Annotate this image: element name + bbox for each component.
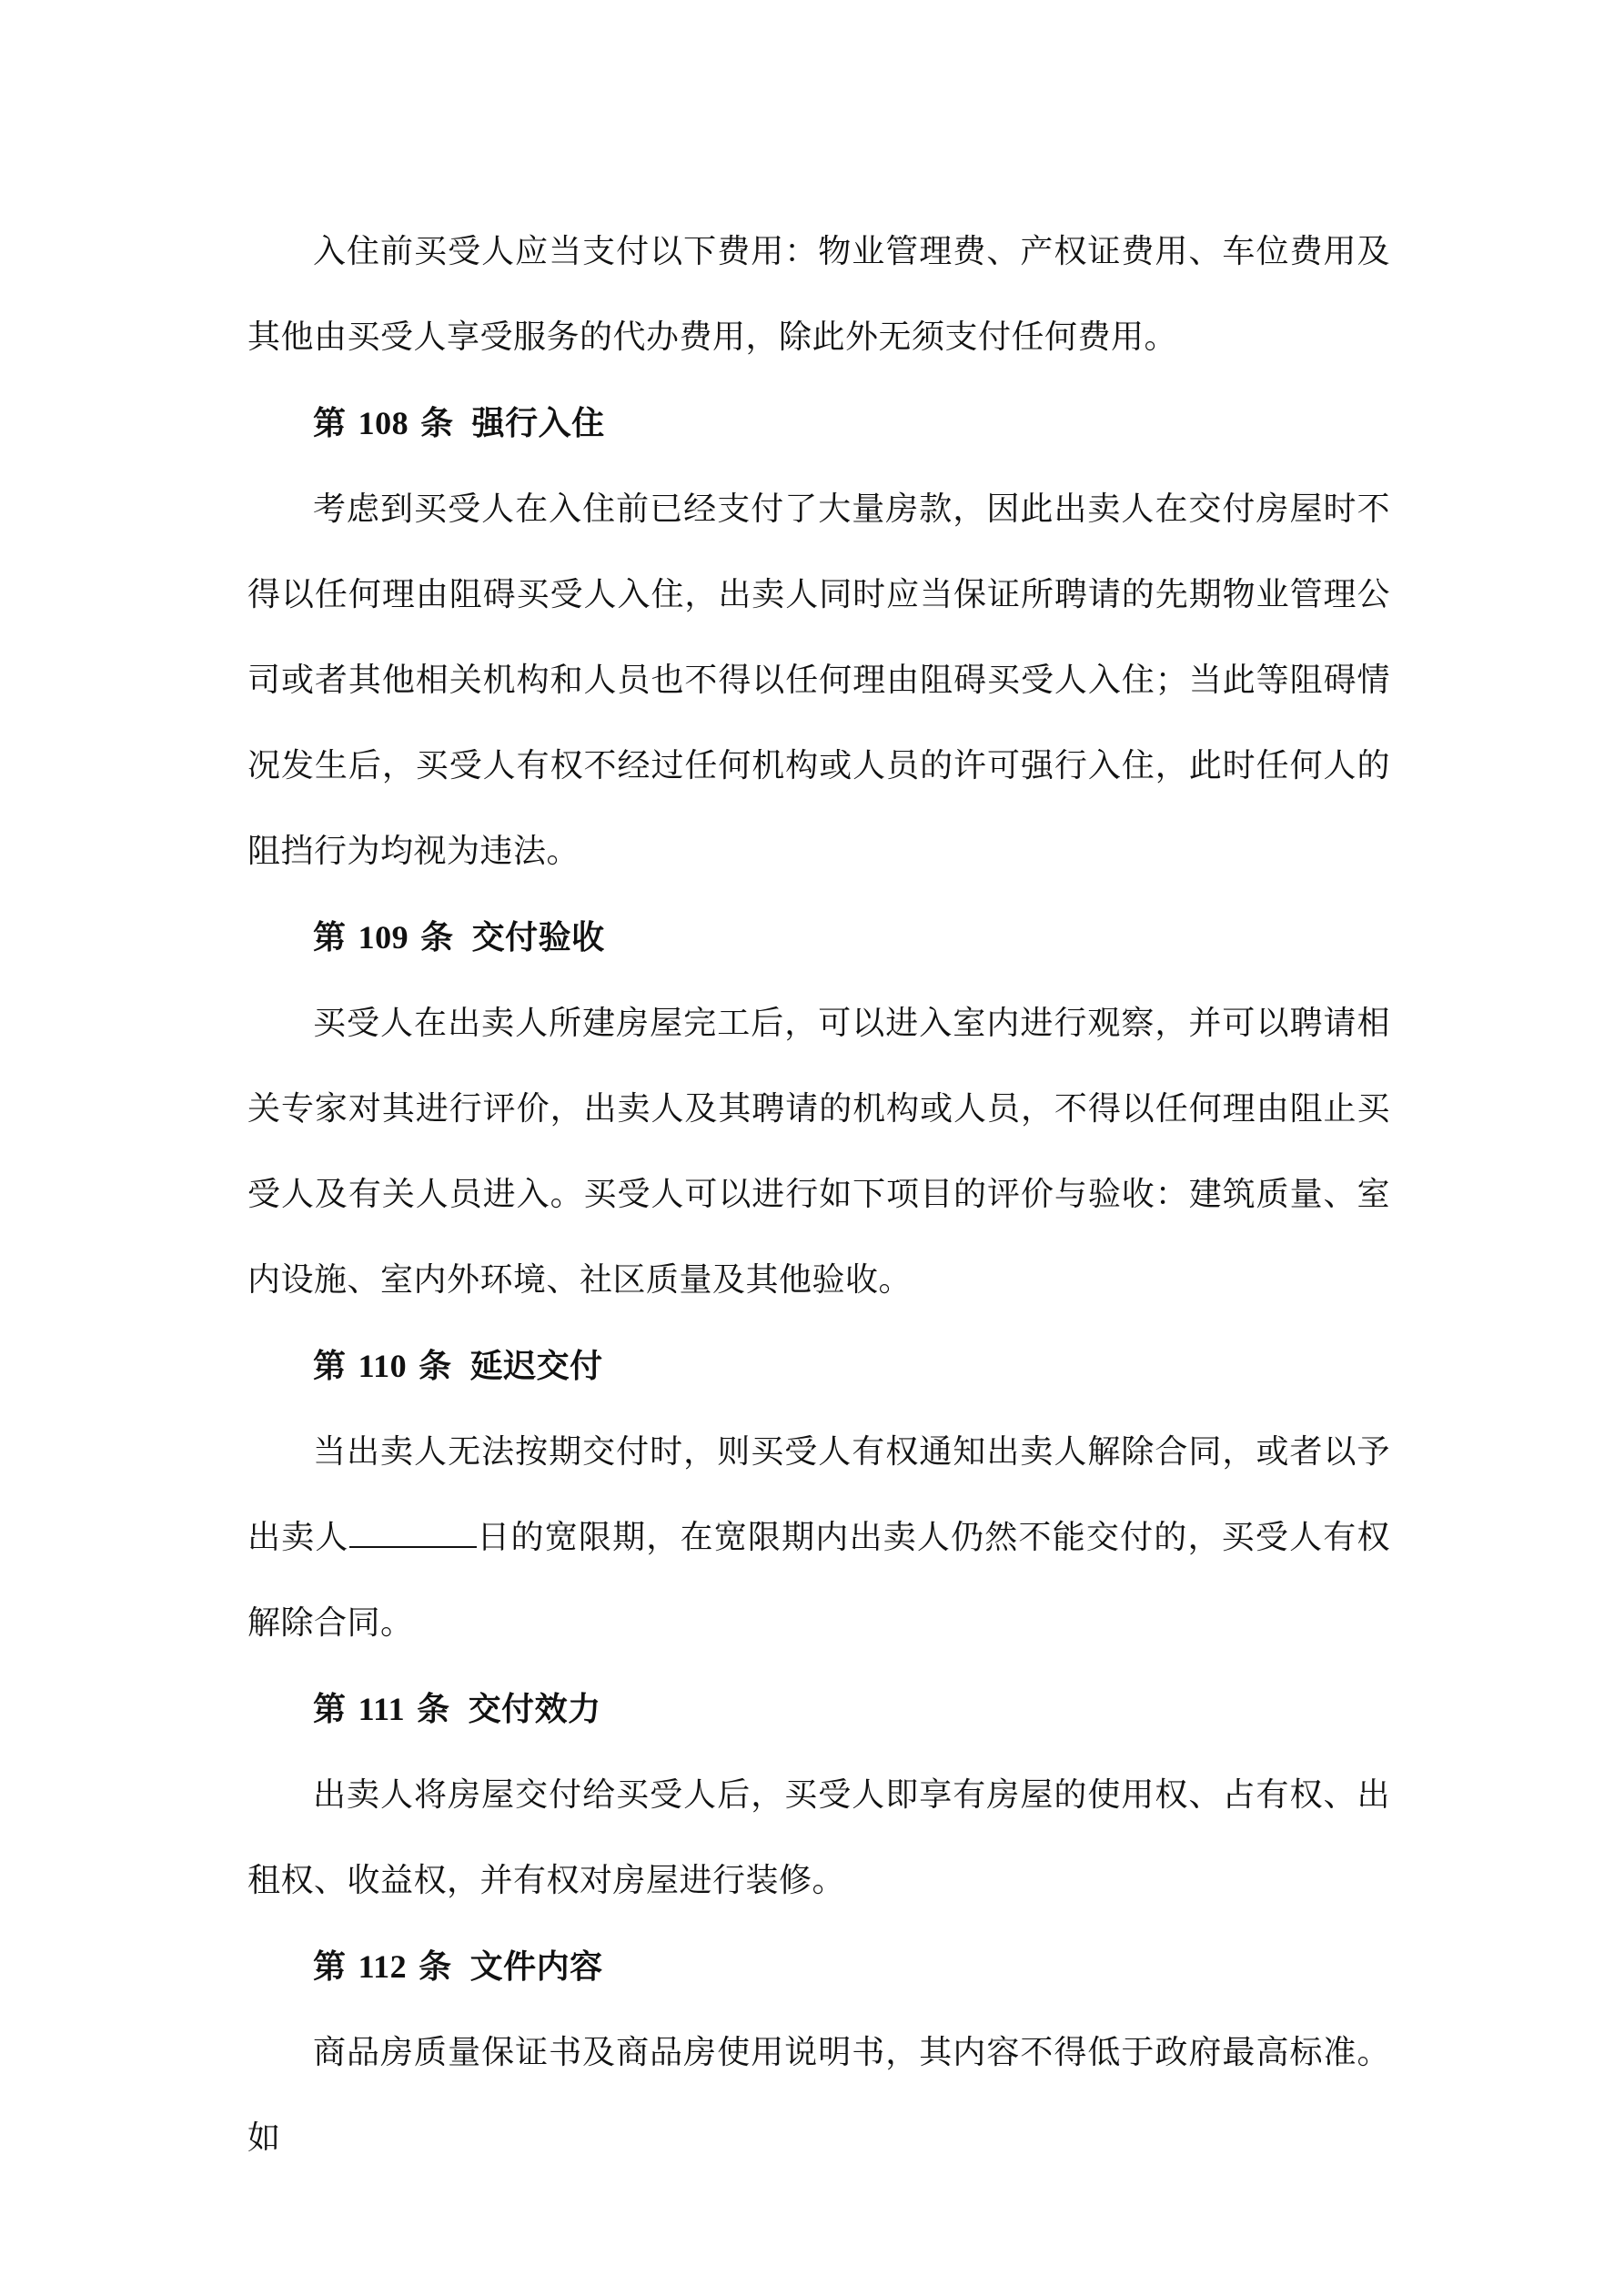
article-110-title: 延迟交付 bbox=[469, 1348, 603, 1385]
article-110-number: 110 bbox=[358, 1348, 408, 1384]
article-110-prefix: 第 bbox=[313, 1348, 347, 1385]
article-109-suffix: 条 bbox=[420, 919, 454, 956]
article-112-number: 112 bbox=[358, 1948, 408, 1985]
article-111-title: 交付效力 bbox=[468, 1691, 601, 1728]
article-108-number: 108 bbox=[358, 405, 409, 441]
article-112-body: 商品房质量保证书及商品房使用说明书，其内容不得低于政府最高标准。如 bbox=[247, 2034, 1390, 2157]
article-108-suffix: 条 bbox=[420, 405, 454, 442]
document-content bbox=[247, 209, 1390, 2181]
article-109-title: 交付验收 bbox=[471, 919, 605, 956]
article-111-number: 111 bbox=[358, 1691, 406, 1727]
article-110-heading bbox=[247, 1323, 1390, 1410]
article-109-prefix: 第 bbox=[313, 919, 347, 956]
intro-paragraph: 入住前买受人应当支付以下费用：物业管理费、产权证费用、车位费用及其他由买受人享受服务的代办费用，除此外无须支付任何费用。 bbox=[247, 233, 1390, 356]
article-108-title: 强行入住 bbox=[471, 405, 605, 442]
article-108-heading bbox=[247, 380, 1390, 467]
article-110-body-part2: 日的宽限期，在宽限期内出卖人仍然不能交付的，买受人有权解除合同。 bbox=[247, 1519, 1390, 1642]
article-108-prefix: 第 bbox=[313, 405, 347, 442]
article-111-suffix: 条 bbox=[417, 1691, 450, 1728]
article-112-prefix: 第 bbox=[313, 1948, 347, 1986]
article-110-body-part1: 当出卖人无法按期交付时，则买受人有权通知出卖人解除合同，或者以予出卖人 bbox=[247, 1433, 1390, 1556]
article-112-heading bbox=[247, 1924, 1390, 2010]
article-111-heading bbox=[247, 1666, 1390, 1753]
article-112-title: 文件内容 bbox=[469, 1948, 603, 1986]
article-109-heading bbox=[247, 895, 1390, 981]
article-109-body: 买受人在出卖人所建房屋完工后，可以进入室内进行观察，并可以聘请相关专家对其进行评价，出卖人及其聘请的机构或人员，不得以任何理由阻止买受人及有关人员进入。买受人可以进行如下项目的评价与验收：建筑质量、室内设施、室内外环境、社区质量及其他验收。 bbox=[247, 1005, 1390, 1299]
article-109-number: 109 bbox=[358, 919, 409, 956]
article-108-body: 考虑到买受人在入住前已经支付了大量房款，因此出卖人在交付房屋时不得以任何理由阻碍买受人入住，出卖人同时应当保证所聘请的先期物业管理公司或者其他相关机构和人员也不得以任何理由阻碍买受人入住；当此等阻碍情况发生后，买受人有权不经过任何机构或人员的许可强行入住，此时任何人的阻挡行为均视为违法。 bbox=[247, 491, 1390, 870]
article-110-body bbox=[247, 1410, 1390, 1666]
article-110-suffix: 条 bbox=[419, 1348, 452, 1385]
article-112-suffix: 条 bbox=[419, 1948, 452, 1986]
fill-in-blank bbox=[349, 1519, 477, 1548]
article-111-prefix: 第 bbox=[313, 1691, 347, 1728]
article-111-body: 出卖人将房屋交付给买受人后，买受人即享有房屋的使用权、占有权、出租权、收益权，并有权对房屋进行装修。 bbox=[247, 1776, 1390, 1899]
